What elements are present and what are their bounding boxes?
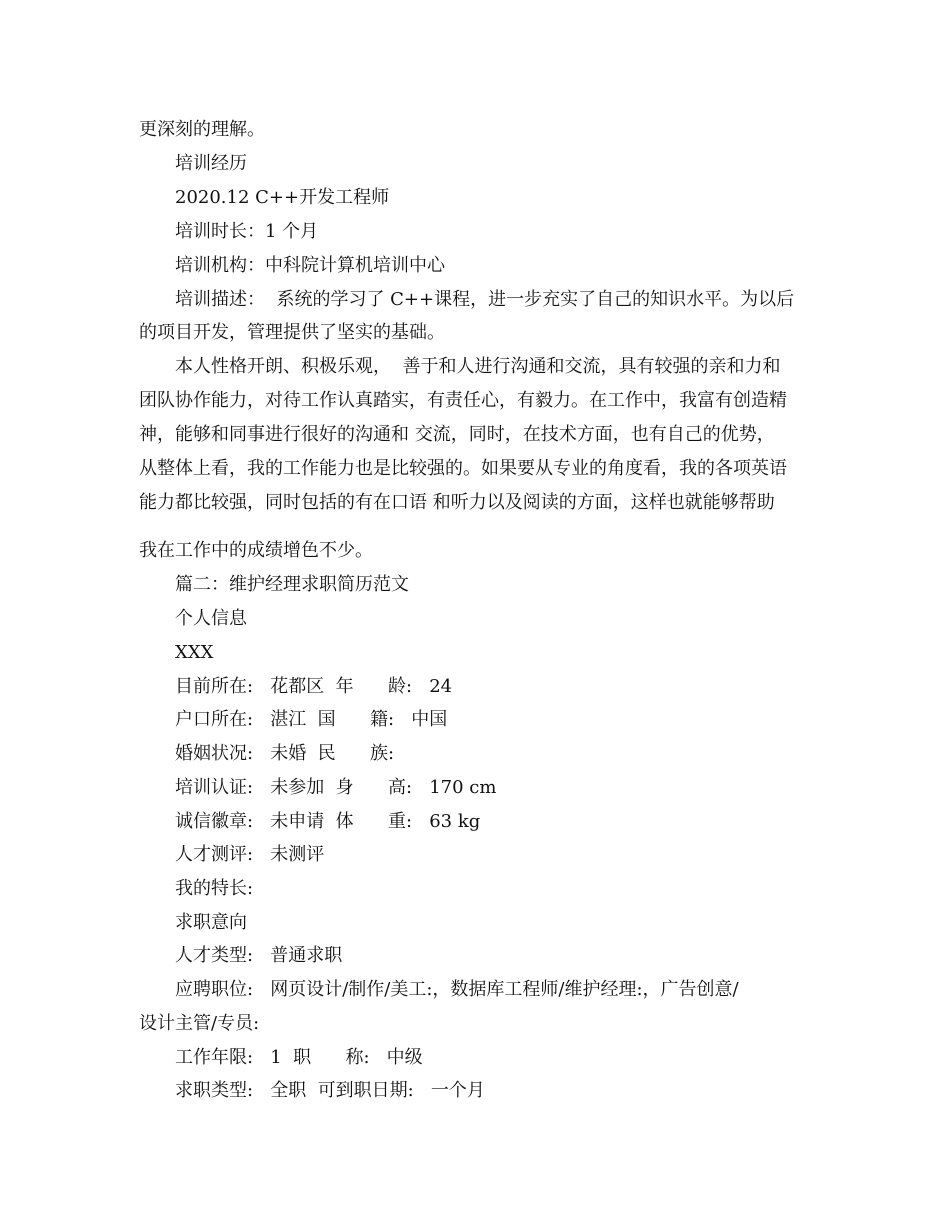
section-heading: 篇二：维护经理求职简历范文: [175, 574, 409, 595]
info-row: 培训认证: 未参加 身 高: 170 cm: [175, 777, 497, 798]
info-row: 诚信徽章: 未申请 体 重: 63 kg: [175, 811, 481, 832]
text-line: 培训机构：中科院计算机培训中心: [175, 255, 445, 276]
section-heading: 培训经历: [175, 153, 247, 174]
info-row: 婚姻状况: 未婚 民 族:: [175, 743, 395, 764]
info-row: 目前所在: 花都区 年 龄: 24: [175, 676, 453, 697]
info-row: 户口所在: 湛江 国 籍: 中国: [175, 709, 448, 730]
info-row: 人才测评: 未测评: [175, 844, 325, 865]
text-line: 2020.12 C++开发工程师: [175, 187, 390, 208]
paragraph-line: 能力都比较强，同时包括的有在口语 和听力以及阅读的方面，这样也就能够帮助: [139, 492, 775, 513]
text-line: 的项目开发，管理提供了坚实的基础。: [139, 322, 445, 343]
paragraph-line: 我在工作中的成绩增色不少。: [139, 540, 373, 561]
section-heading: 个人信息: [175, 608, 247, 629]
text-line: 培训描述： 系统的学习了 C++课程，进一步充实了自己的知识水平。为以后: [175, 289, 795, 310]
text-line: 更深刻的理解。: [139, 119, 265, 140]
text-line: 培训时长：1 个月: [175, 221, 319, 242]
paragraph-line: 本人性格开朗、积极乐观， 善于和人进行沟通和交流，具有较强的亲和力和: [175, 356, 781, 377]
paragraph-line: 从整体上看，我的工作能力也是比较强的。如果要从专业的角度看，我的各项英语: [139, 458, 787, 479]
paragraph-line: 神，能够和同事进行很好的沟通和 交流，同时，在技术方面，也有自己的优势，: [139, 424, 775, 445]
text-line: 设计主管/专员:: [139, 1013, 260, 1034]
info-row: 人才类型: 普通求职: [175, 945, 343, 966]
info-row: 工作年限: 1 职 称: 中级: [175, 1047, 423, 1068]
info-row: 求职类型: 全职 可到职日期: 一个月: [175, 1080, 485, 1101]
info-row: 应聘职位: 网页设计/制作/美工:，数据库工程师/维护经理:，广告创意/: [175, 979, 739, 1000]
text-line: XXX: [175, 642, 214, 663]
info-row: 我的特长:: [175, 878, 254, 899]
paragraph-line: 团队协作能力，对待工作认真踏实，有责任心，有毅力。在工作中，我富有创造精: [139, 390, 787, 411]
section-heading: 求职意向: [175, 912, 247, 933]
